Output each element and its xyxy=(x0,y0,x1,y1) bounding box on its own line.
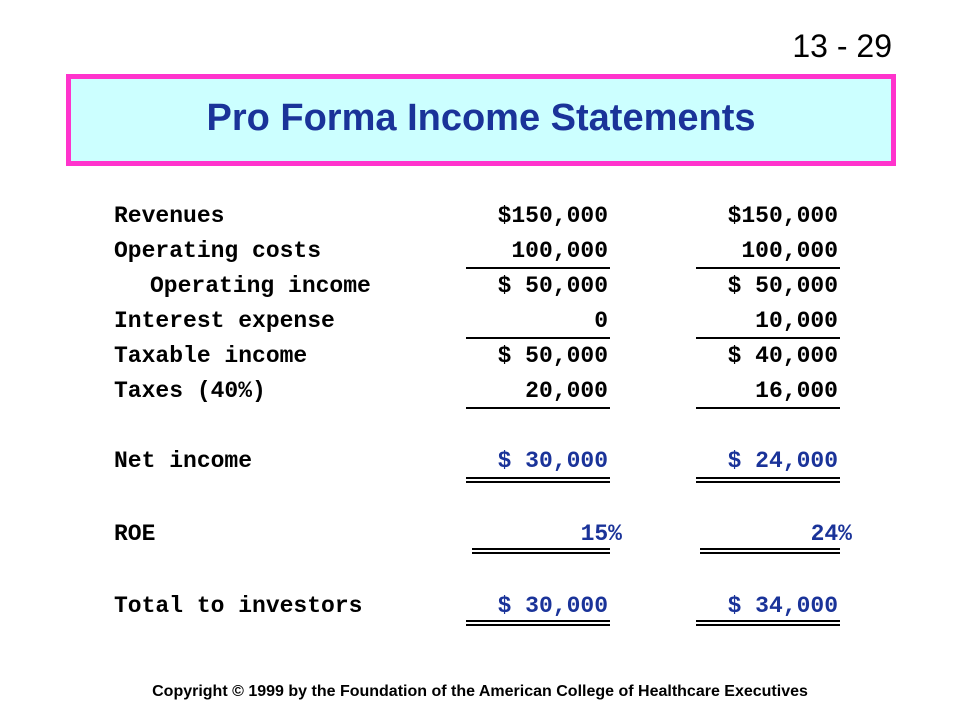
value-col2: 24% xyxy=(810,521,852,547)
value-col1: 20,000 xyxy=(525,378,608,404)
double-underline-col2 xyxy=(696,620,840,622)
row-label: Total to investors xyxy=(114,593,363,619)
value-col2: $ 50,000 xyxy=(727,273,838,299)
value-col2: $ 24,000 xyxy=(727,448,838,474)
underline-col1 xyxy=(466,337,610,339)
value-col2: 16,000 xyxy=(755,378,838,404)
double-underline-col2 xyxy=(696,477,840,479)
value-col1: $ 30,000 xyxy=(497,593,608,619)
value-col1: $ 50,000 xyxy=(497,273,608,299)
double-underline-col1 xyxy=(466,620,610,622)
value-col1: $ 30,000 xyxy=(497,448,608,474)
copyright-notice: Copyright © 1999 by the Foundation of the American College of Healthcare Executives xyxy=(152,683,808,700)
row-label: Operating income xyxy=(150,273,371,299)
underline-col2 xyxy=(696,337,840,339)
value-col2: 100,000 xyxy=(741,238,838,264)
underline-col2 xyxy=(696,407,840,409)
value-col1: $150,000 xyxy=(497,203,608,229)
double-underline-col2-b xyxy=(700,552,840,554)
slide-number: 13 - 29 xyxy=(792,28,892,64)
underline-col1 xyxy=(466,407,610,409)
double-underline-col1-b xyxy=(472,552,610,554)
value-col1: 100,000 xyxy=(511,238,608,264)
double-underline-col2 xyxy=(700,548,840,550)
value-col2: $ 40,000 xyxy=(727,343,838,369)
double-underline-col2-b xyxy=(696,481,840,483)
double-underline-col1-b xyxy=(466,481,610,483)
value-col1: 15% xyxy=(580,521,622,547)
page-title: Pro Forma Income Statements xyxy=(206,97,756,139)
row-label: Revenues xyxy=(114,203,225,229)
double-underline-col1 xyxy=(472,548,610,550)
underline-col2 xyxy=(696,267,840,269)
row-label: Taxable income xyxy=(114,343,308,369)
value-col2: 10,000 xyxy=(755,308,838,334)
value-col2: $150,000 xyxy=(727,203,838,229)
double-underline-col2-b xyxy=(696,624,840,626)
row-label: Operating costs xyxy=(114,238,322,264)
double-underline-col1-b xyxy=(466,624,610,626)
underline-col1 xyxy=(466,267,610,269)
value-col1: $ 50,000 xyxy=(497,343,608,369)
value-col2: $ 34,000 xyxy=(727,593,838,619)
title-box xyxy=(66,74,896,166)
row-label: Net income xyxy=(114,448,253,474)
row-label: ROE xyxy=(114,521,156,547)
row-label: Taxes (40%) xyxy=(114,378,266,404)
row-label: Interest expense xyxy=(114,308,335,334)
value-col1: 0 xyxy=(594,308,608,334)
double-underline-col1 xyxy=(466,477,610,479)
